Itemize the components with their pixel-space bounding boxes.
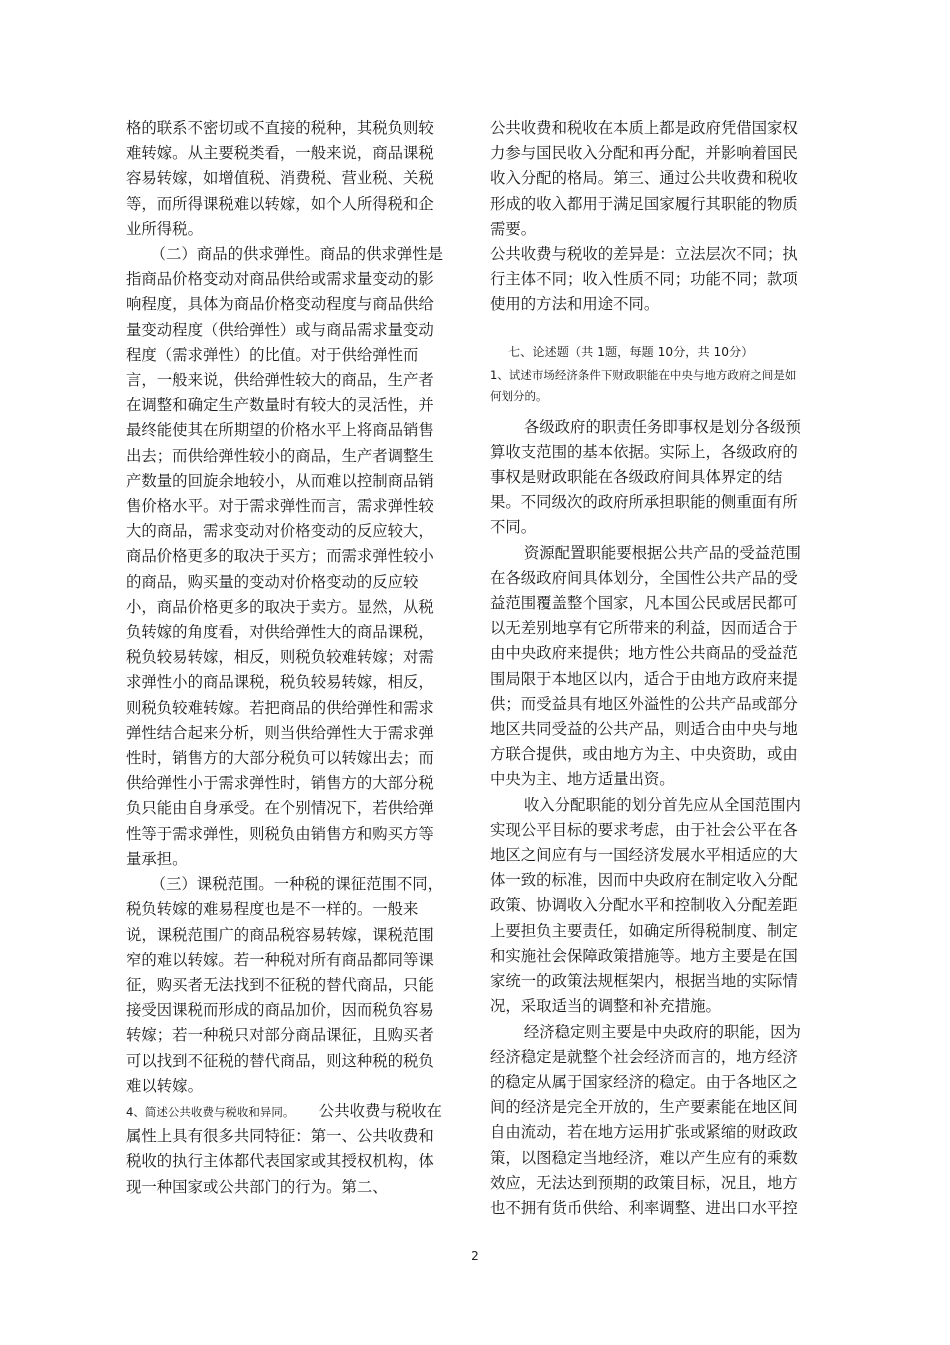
section-heading-essay: 七、论述题（共 1题，每题 10分，共 10分） [508, 344, 754, 359]
left-paragraph-supply-demand-elasticity: （二）商品的供求弹性。商品的供求弹性是指商品价格变动对商品供给或需求量变动的影响程度，具体为商品价格变动程度与商品供给量变动程度（供给弹性）或与商品需求量变动程度（需求弹性）的比值。对于供给弹性而言，一般来说，供给弹性较大的商品，生产者在调整和确定生产数量时有较大的灵活性，并最终能使其在所期望的价格水平上将商品销售出去；而供给弹性较小的商品，生产者调整生产数量的回旋余地较小，从而难以控制商品销售价格水平。对于需求弹性而言，需求弹性较大的商品，需求变动对价格变动的反应较大，商品价格更多的取决于买方；而需求弹性较小的商品，购买量的变动对价格变动的反应较小，商品价格更多的取决于卖方。显然，从税负转嫁的角度看，对供给弹性大的商品课税，税负较易转嫁，相反，则税负较难转嫁；对需求弹性小的商品课税，税负较易转嫁，相反，则税负较难转嫁。若把商品的供给弹性和需求弹性结合起来分析，则当供给弹性大于需求弹性时，销售方的大部分税负可以转嫁出去；而供给弹性小于需求弹性时，销售方的大部分税负只能由自身承受。在个别情况下，若供给弹性等于需求弹性，则税负由销售方和购买方等量承担。 [126, 245, 444, 868]
page-number: 2 [471, 1249, 479, 1263]
right-paragraph-income-distribution: 收入分配职能的划分首先应从全国范围内实现公平目标的要求考虑，由于社会公平在各地区之间应有与一国经济发展水平相适应的大体一致的标准，因而中央政府在制定收入分配政策、协调收入分配水平和控制收入分配差距上要担负主要责任，如确定所得税制度、制定和实施社会保障政策措施等。地方主要是在国家统一的政策法规框架内，根据当地的实际情况，采取适当的调整和补充措施。 [490, 795, 801, 1016]
essay-question-1: 1、试述市场经济条件下财政职能在中央与地方政府之间是如何划分的。 [490, 367, 797, 403]
left-column [126, 116, 448, 1200]
right-paragraph-economic-stability: 经济稳定则主要是中央政府的职能，因为经济稳定是就整个社会经济而言的，地方经济的稳定从属于国家经济的稳定。由于各地区之间的经济是完全开放的，生产要素能在地区间自由流动，若在地方运用扩张或紧缩的财政政策，以图稳定当地经济，难以产生应有的乘数效应，无法达到预期的政策目标，况且，地方也不拥有货币供给、利率调整、进出口水平控 [490, 1022, 801, 1217]
question-4-title: 4、简述公共收费与税收和异同。 [126, 1104, 295, 1119]
right-paragraph-fiscal-powers: 各级政府的职责任务即事权是划分各级预算收支范围的基本依据。实际上，各级政府的事权是财政职能在各级政府间具体界定的结果。不同级次的政府所承担职能的侧重面有所不同。 [490, 417, 801, 537]
right-paragraph-1: 公共收费和税收在本质上都是政府凭借国家权力参与国民收入分配和再分配，并影响着国民收入分配的格局。第三、通过公共收费和税收形成的收入都用于满足国家履行其职能的物质需要。 [490, 119, 798, 238]
right-paragraph-resource-allocation: 资源配置职能要根据公共产品的受益范围在各级政府间具体划分，全国性公共产品的受益范围覆盖整个国家，凡本国公民或居民都可以无差别地享有它所带来的利益，因而适合于由中央政府来提供；地方性公共商品的受益范围局限于本地区以内，适合于由地方政府来提供；而受益具有地区外溢性的公共产品或部分地区共同受益的公共产品，则适合由中央与地方联合提供，或由地方为主、中央资助，或由中央为主、地方适量出资。 [490, 543, 801, 789]
right-paragraph-differences: 公共收费与税收的差异是：立法层次不同；执行主体不同；收入性质不同；功能不同；款项使用的方法和用途不同。 [490, 245, 798, 314]
right-column [490, 116, 802, 1221]
left-paragraph-tax-scope: （三）课税范围。一种税的课征范围不同，税负转嫁的难易程度也是不一样的。一般来说，课税范围广的商品税容易转嫁，课税范围窄的难以转嫁。若一种税对所有商品都同等课征，购买者无法找到不征税的替代商品，只能接受因课税而形成的商品加价，因而税负容易转嫁；若一种税只对部分商品课征，且购买者可以找到不征税的替代商品，则这种税的税负难以转嫁。 [126, 875, 444, 1095]
question-4-answer: 公共收费与税收在属性上具有很多共同特征：第一、公共收费和税收的执行主体都代表国家或其授权机构，体现一种国家或公共部门的行为。第二、 [126, 1101, 442, 1196]
left-paragraph-1: 格的联系不密切或不直接的税种，其税负则较难转嫁。从主要税类看，一般来说，商品课税容易转嫁，如增值税、消费税、营业税、关税等，而所得课税难以转嫁，如个人所得税和企业所得税。 [126, 119, 434, 238]
left-question-4 [126, 1099, 448, 1200]
